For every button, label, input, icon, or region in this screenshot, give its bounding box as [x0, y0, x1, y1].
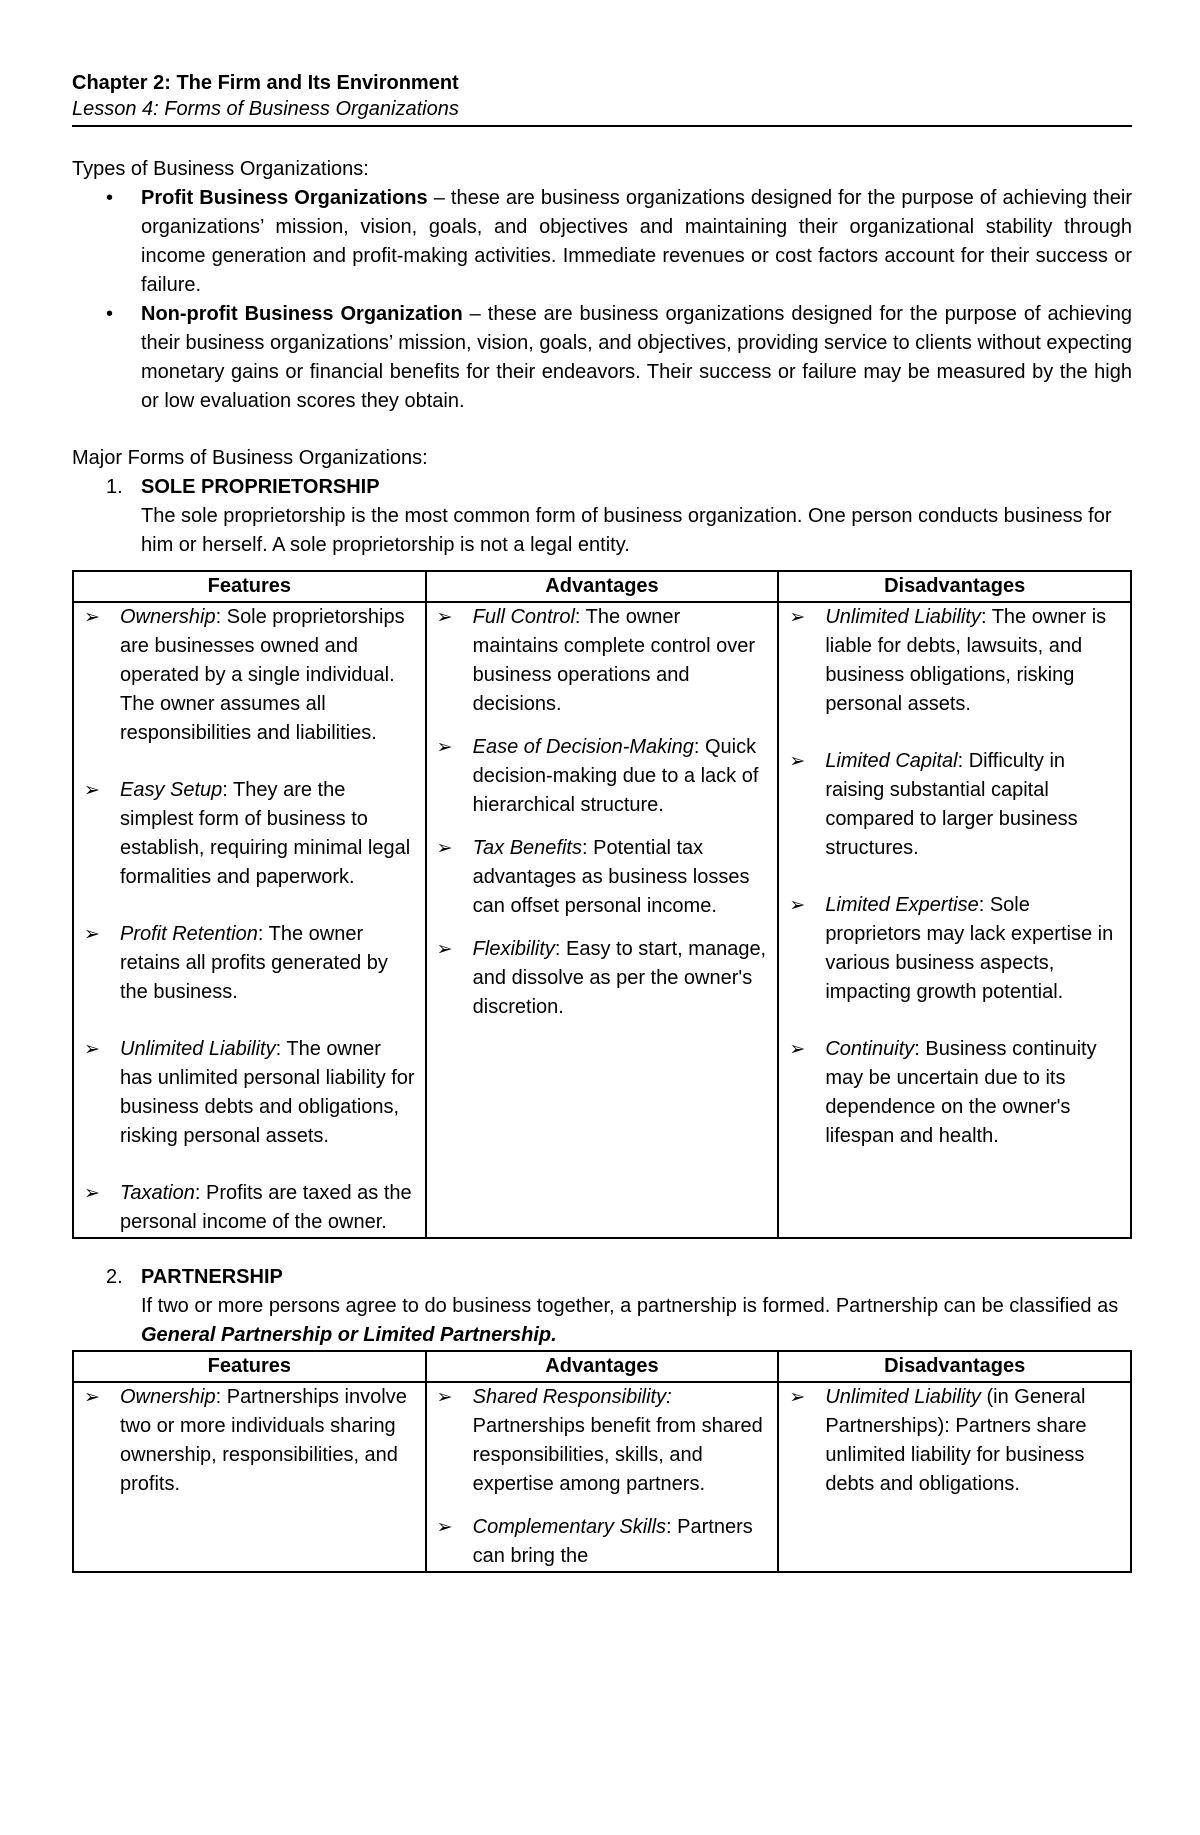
- arrow-bullet-icon: ➢: [789, 1039, 806, 1060]
- section-heading-partnership: [72, 1263, 1132, 1292]
- list-item: [72, 300, 1132, 416]
- column-header: Features: [73, 571, 426, 602]
- types-heading: Types of Business Organizations:: [72, 158, 369, 180]
- arrow-bullet-icon: ➢: [84, 607, 100, 628]
- arrow-bullet-icon: ➢: [84, 924, 100, 945]
- table-row: [73, 602, 1131, 1238]
- arrow-bullet-icon: ➢: [436, 838, 453, 859]
- table-header-row: [73, 571, 1131, 602]
- column-header: Disadvantages: [778, 571, 1131, 602]
- section-heading-sole: [72, 473, 1132, 502]
- chapter-title: Chapter 2: The Firm and Its Environment: [72, 72, 459, 94]
- list-item: ➢ Tax Benefits: Potential tax advantages as business losses can offset personal income.: [437, 834, 770, 921]
- column-header: Features: [73, 1351, 426, 1382]
- arrow-bullet-icon: ➢: [789, 895, 806, 916]
- list-item: ➢ Unlimited Liability: The owner has unlimited personal liability for business debts and obligations, risking personal assets.: [84, 1035, 417, 1151]
- bullet-term: Non-profit Business Organization: [141, 303, 463, 325]
- arrow-bullet-icon: ➢: [436, 737, 453, 758]
- column-header: Disadvantages: [778, 1351, 1131, 1382]
- partnership-table: [72, 1350, 1132, 1573]
- lesson-title: Lesson 4: Forms of Business Organizations: [72, 98, 459, 120]
- section-number: 2.: [106, 1266, 123, 1288]
- bullet-term: Profit Business Organizations: [141, 187, 428, 209]
- column-header: Advantages: [426, 1351, 779, 1382]
- list-item: ➢ Shared Responsibility: Partnerships benefit from shared responsibilities, skills, and expertise among partners.: [437, 1383, 770, 1499]
- list-item: ➢ Profit Retention: The owner retains all profits generated by the business.: [84, 920, 417, 1007]
- list-item: ➢ Ease of Decision-Making: Quick decision-making due to a lack of hierarchical structure.: [437, 733, 770, 820]
- list-item: [72, 184, 1132, 300]
- advantages-cell: [426, 602, 779, 1238]
- section-title: PARTNERSHIP: [141, 1266, 283, 1288]
- section-number: 1.: [106, 476, 123, 498]
- major-forms-heading: Major Forms of Business Organizations:: [72, 447, 428, 469]
- disadvantages-cell: [778, 1382, 1131, 1572]
- document-page: [72, 70, 1132, 1573]
- table-header-row: [73, 1351, 1131, 1382]
- features-cell: [73, 602, 426, 1238]
- features-cell: [73, 1382, 426, 1572]
- list-item: ➢ Unlimited Liability: The owner is liable for debts, lawsuits, and business obligations, risking personal assets.: [789, 603, 1122, 719]
- arrow-bullet-icon: ➢: [436, 607, 453, 628]
- list-item: ➢ Taxation: Profits are taxed as the personal income of the owner.: [84, 1179, 417, 1237]
- list-item: ➢ Easy Setup: They are the simplest form of business to establish, requiring minimal legal formalities and paperwork.: [84, 776, 417, 892]
- arrow-bullet-icon: ➢: [436, 1387, 453, 1408]
- list-item: ➢ Complementary Skills: Partners can bring the: [437, 1513, 770, 1571]
- bullet-icon: •: [106, 187, 114, 209]
- column-header: Advantages: [426, 571, 779, 602]
- section-description: The sole proprietorship is the most common form of business organization. One person conducts business for him or herself. A sole proprietorship is not a legal entity.: [141, 505, 1112, 556]
- list-item: ➢ Flexibility: Easy to start, manage, and dissolve as per the owner's discretion.: [437, 935, 770, 1022]
- advantages-cell: [426, 1382, 779, 1572]
- list-item: ➢ Ownership: Partnerships involve two or more individuals sharing ownership, responsibilities, and profits.: [84, 1383, 417, 1499]
- section-description: If two or more persons agree to do business together, a partnership is formed. Partnership can be classified as General Partnership or Limited Partnership.: [141, 1295, 1119, 1346]
- list-item: ➢ Unlimited Liability (in General Partnerships): Partners share unlimited liability for business debts and obligations.: [789, 1383, 1122, 1499]
- arrow-bullet-icon: ➢: [789, 751, 806, 772]
- arrow-bullet-icon: ➢: [84, 1039, 100, 1060]
- bullet-icon: •: [106, 303, 114, 325]
- header-rule: [72, 125, 1132, 127]
- disadvantages-cell: [778, 602, 1131, 1238]
- list-item: ➢ Limited Capital: Difficulty in raising substantial capital compared to larger business structures.: [789, 747, 1122, 863]
- list-item: ➢ Full Control: The owner maintains complete control over business operations and decisions.: [437, 603, 770, 719]
- arrow-bullet-icon: ➢: [789, 607, 806, 628]
- arrow-bullet-icon: ➢: [84, 1387, 100, 1408]
- arrow-bullet-icon: ➢: [436, 939, 453, 960]
- list-item: ➢ Continuity: Business continuity may be uncertain due to its dependence on the owner's lifespan and health.: [789, 1035, 1122, 1151]
- arrow-bullet-icon: ➢: [84, 1183, 100, 1204]
- section-title: SOLE PROPRIETORSHIP: [141, 476, 380, 498]
- table-row: [73, 1382, 1131, 1572]
- arrow-bullet-icon: ➢: [84, 780, 100, 801]
- arrow-bullet-icon: ➢: [789, 1387, 806, 1408]
- bullet-text: – these are business organizations designed for the purpose of achieving their business organizations’ mission, vision, goals, and objectives, providing service to clients without expecting monetary gains or financial benefits for their endeavors. Their success or failure may be measured by the high or low evaluation scores they obtain.: [141, 303, 1132, 412]
- bullet-text: – these are business organizations designed for the purpose of achieving their organizations’ mission, vision, goals, and objectives and maintaining their organizational stability through income generation and profit-making activities. Immediate revenues or cost factors account for their success or failure.: [141, 187, 1132, 296]
- arrow-bullet-icon: ➢: [436, 1517, 453, 1538]
- list-item: ➢ Ownership: Sole proprietorships are businesses owned and operated by a single individual. The owner assumes all responsibilities and liabilities.: [84, 603, 417, 748]
- list-item: ➢ Limited Expertise: Sole proprietors may lack expertise in various business aspects, impacting growth potential.: [789, 891, 1122, 1007]
- sole-proprietorship-table: [72, 570, 1132, 1239]
